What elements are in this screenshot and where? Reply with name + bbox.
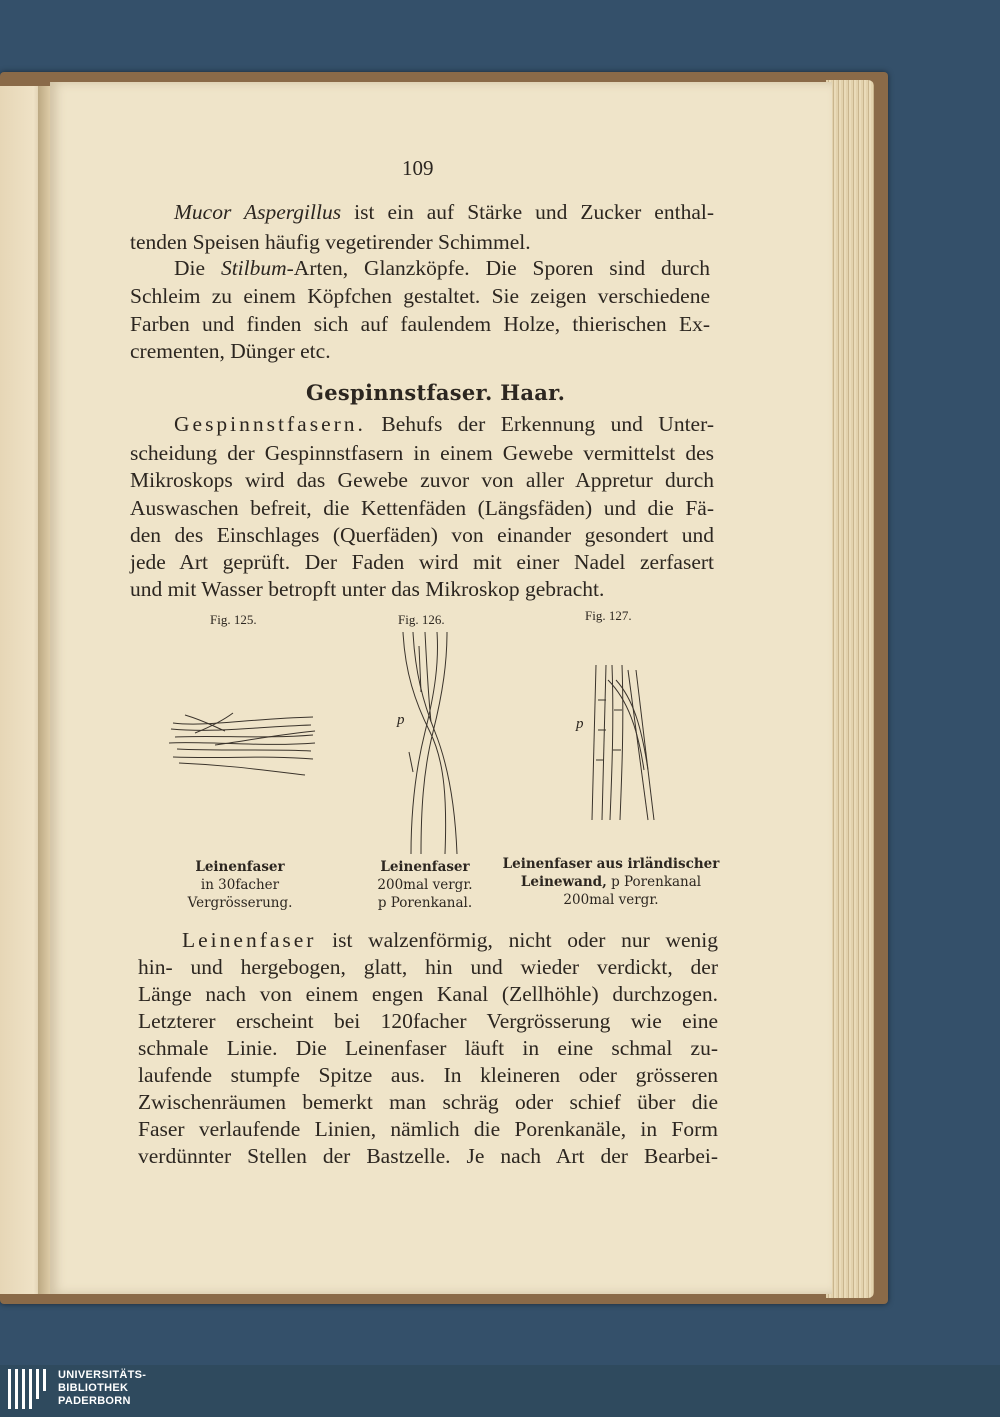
fig125-fiber-illustration (165, 705, 320, 785)
fig126-label: Fig. 126. (398, 612, 445, 627)
logo-text (58, 1369, 146, 1408)
book-gutter (38, 86, 50, 1294)
para2-line4: crementen, Dünger etc. (130, 339, 331, 363)
caption-title: Leinenfaser aus irländischer (502, 856, 720, 872)
section-heading: Gespinnstfaser. Haar. (306, 380, 566, 405)
fig127-marker-p: p (576, 716, 584, 732)
para4-line8: Faser verlaufende Linien, nämlich die Porenkanäle, in Form (138, 1117, 718, 1141)
para3-line5: den des Einschlages (Querfäden) von einander gesondert und (130, 523, 714, 547)
spaced-term: Gespinnstfasern. (174, 412, 366, 436)
text-run: Die (174, 256, 221, 280)
fig125-caption (150, 858, 330, 912)
fig126-caption (360, 858, 490, 912)
para4-line9: verdünnter Stellen der Bastzelle. Je nach Art der Bearbei- (138, 1144, 718, 1168)
fig127-label: Fig. 127. (585, 608, 632, 623)
caption-title: Leinewand, (520, 874, 607, 890)
library-logo (8, 1367, 258, 1415)
text-run: -Arten, Glanzköpfe. Die Sporen sind durch (286, 256, 710, 280)
para3-line4: Auswaschen befreit, die Kettenfäden (Längsfäden) und die Fä- (130, 496, 714, 520)
logo-line: BIBLIOTHEK (58, 1382, 129, 1394)
para3-line7: und mit Wasser betropft unter das Mikroskop gebracht. (130, 577, 605, 601)
para4-line5: schmale Linie. Die Leinenfaser läuft in eine schmal zu- (138, 1036, 718, 1060)
para4-line7: Zwischenräumen bemerkt man schräg oder schief über die (138, 1090, 718, 1114)
logo-line: UNIVERSITÄTS- (58, 1369, 147, 1381)
para1-line2: tenden Speisen häufig vegetirender Schimmel. (130, 230, 531, 254)
para2-line1 (174, 255, 710, 282)
caption-line: p Porenkanal (606, 874, 702, 890)
para4-line1 (182, 927, 718, 954)
para4-line4: Letzterer erscheint bei 120facher Vergrösserung wie eine (138, 1009, 718, 1033)
fig125-label: Fig. 125. (210, 612, 257, 627)
caption-line: in 30facher Vergrösserung. (187, 877, 293, 911)
para2-line2: Schleim zu einem Köpfchen gestaltet. Sie zeigen verschiedene (130, 284, 710, 308)
para3-line6: jede Art geprüft. Der Faden wird mit einer Nadel zerfasert (130, 550, 714, 574)
para2-line3: Farben und finden sich auf faulendem Holze, thierischen Ex- (130, 312, 710, 336)
para4-line6: laufende stumpfe Spitze aus. In kleineren oder grösseren (138, 1063, 718, 1087)
caption-line: p Porenkanal. (377, 895, 473, 911)
caption-title: Leinenfaser (195, 859, 285, 875)
para3-line1 (174, 411, 714, 438)
fig127-caption (500, 855, 722, 909)
para1-line1 (174, 199, 714, 226)
spaced-term: Leinenfaser (182, 928, 317, 952)
logo-line: PADERBORN (58, 1395, 131, 1407)
para3-line2: scheidung der Gespinnstfasern in einem Gewebe vermittelst des (130, 441, 714, 465)
fig127-fiber-illustration (578, 660, 658, 825)
para3-line3: Mikroskops wird das Gewebe zuvor von aller Appretur durch (130, 468, 714, 492)
text-run: Behufs der Erkennung und Unter- (365, 412, 714, 436)
fig126-fiber-illustration (385, 632, 475, 857)
italic-term: Mucor Aspergillus (174, 200, 342, 224)
caption-line: 200mal vergr. (563, 892, 659, 908)
fig126-marker-p: p (397, 712, 405, 728)
italic-term: Stilbum (220, 256, 287, 280)
caption-line: 200mal vergr. (377, 877, 473, 893)
para4-line2: hin- und hergebogen, glatt, hin und wieder verdickt, der (138, 955, 718, 979)
caption-title: Leinenfaser (380, 859, 470, 875)
text-run: ist walzenförmig, nicht oder nur wenig (316, 928, 718, 952)
page-number: 109 (402, 156, 434, 180)
para4-line3: Länge nach von einem engen Kanal (Zellhöhle) durchzogen. (138, 982, 718, 1006)
page-edges (826, 80, 874, 1298)
text-run: ist ein auf Stärke und Zucker enthal- (341, 200, 714, 224)
logo-bars-icon (8, 1369, 50, 1413)
